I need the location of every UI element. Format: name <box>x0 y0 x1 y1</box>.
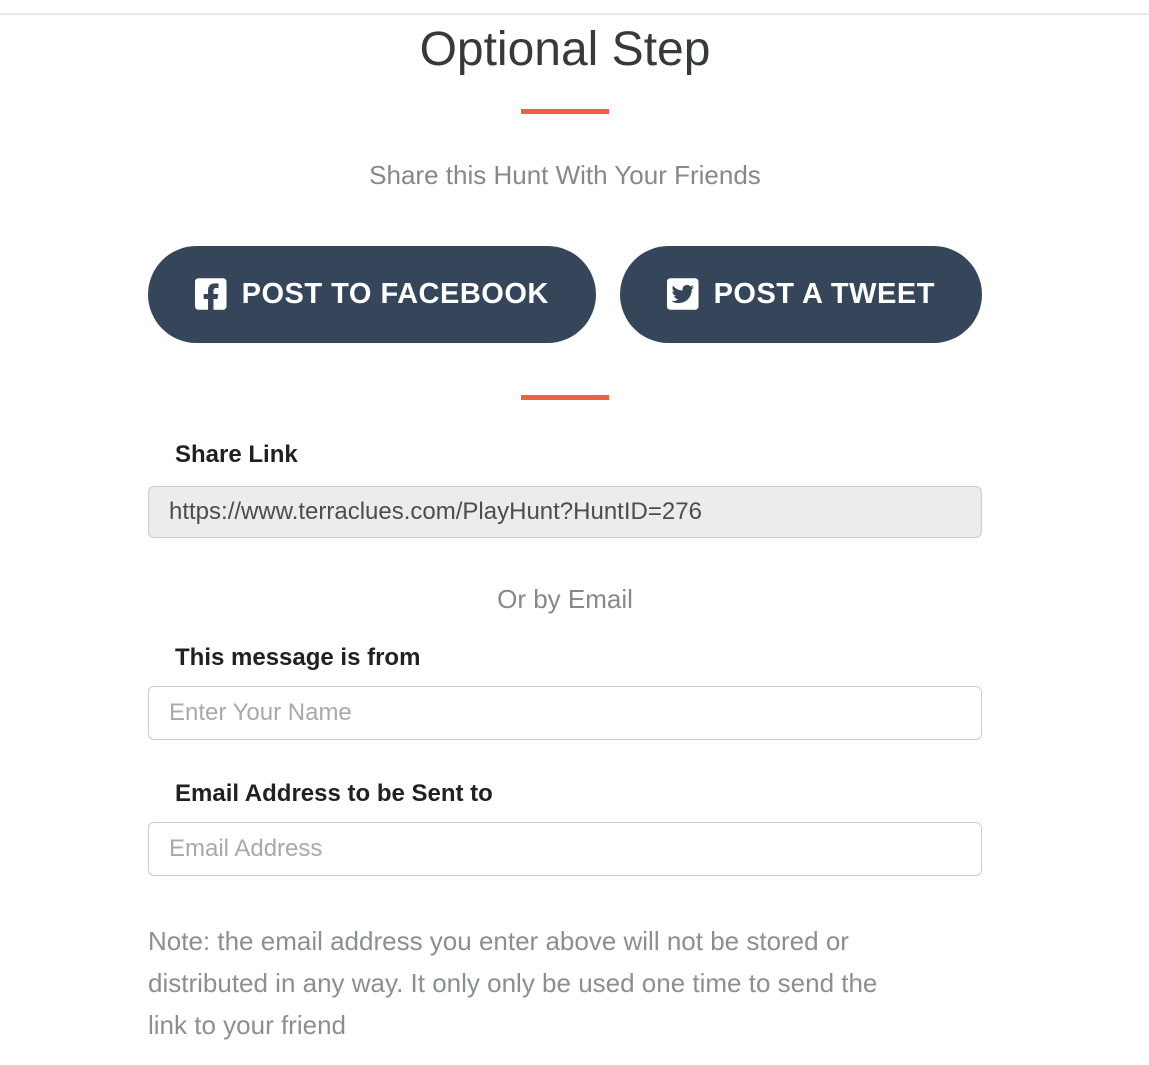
page-title: Optional Step <box>419 23 711 76</box>
facebook-square-icon <box>195 276 227 312</box>
share-link-input[interactable] <box>148 486 982 538</box>
note-line: link to your friend <box>148 1009 346 1040</box>
note-line: distributed in any way. It only only be used one time to send the <box>148 967 878 998</box>
share-link-label: Share Link <box>175 440 298 468</box>
twitter-square-icon <box>667 276 699 312</box>
email-to-label: Email Address to be Sent to <box>175 779 493 807</box>
email-privacy-note <box>148 920 982 1046</box>
share-hunt-panel <box>148 24 982 1046</box>
post-to-facebook-label: POST TO FACEBOOK <box>241 277 549 310</box>
top-border <box>0 0 1149 15</box>
section-divider <box>521 395 609 400</box>
post-to-facebook-button[interactable] <box>148 246 596 343</box>
share-subtitle: Share this Hunt With Your Friends <box>369 159 761 190</box>
or-by-email-heading: Or by Email <box>497 583 633 614</box>
from-name-input[interactable] <box>148 686 982 740</box>
email-to-input[interactable] <box>148 822 982 876</box>
from-name-label: This message is from <box>175 643 421 671</box>
post-a-tweet-label: POST A TWEET <box>713 277 935 310</box>
note-line: Note: the email address you enter above will not be stored or <box>148 925 849 956</box>
share-buttons-row <box>148 246 982 343</box>
title-divider <box>521 109 609 114</box>
post-a-tweet-button[interactable] <box>620 246 982 343</box>
